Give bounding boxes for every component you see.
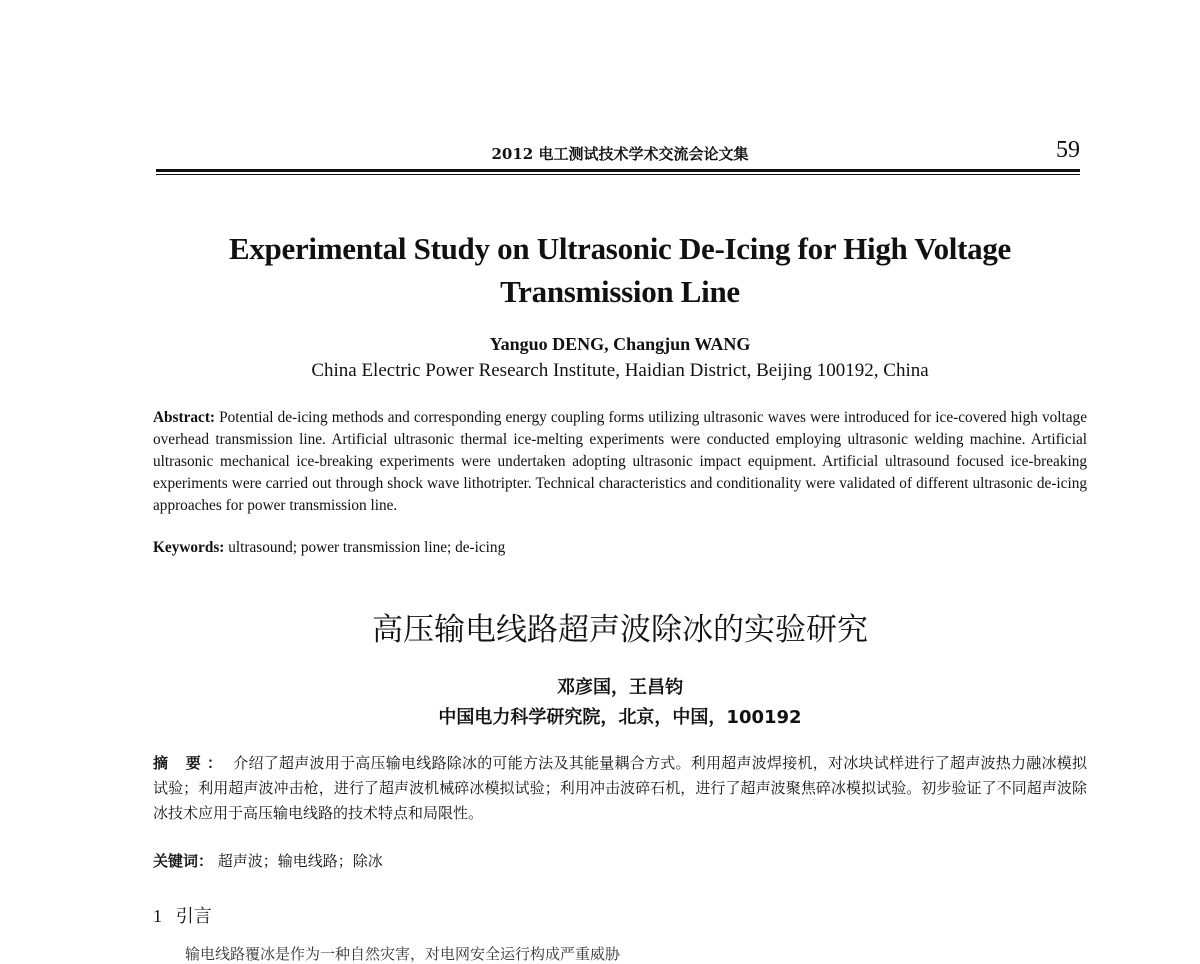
chinese-title: 高压输电线路超声波除冰的实验研究 — [372, 612, 868, 648]
section-heading — [153, 902, 212, 928]
section-number: 1 — [153, 906, 162, 926]
chinese-abstract-label: 摘 要： — [153, 754, 229, 772]
english-abstract-label: Abstract: — [153, 409, 216, 426]
english-authors: Yanguo DENG, Changjun WANG — [489, 334, 751, 354]
proceedings-title: 2012 电工测试技术学术交流会论文集 — [491, 145, 749, 163]
chinese-abstract — [153, 751, 1087, 826]
running-header — [156, 137, 1084, 169]
chinese-authors: 邓彦国，王昌钧 — [557, 677, 683, 698]
chinese-keywords-text: 超声波；输电线路；除冰 — [217, 852, 383, 870]
english-keywords-text: ultrasound; power transmission line; de-icing — [228, 539, 506, 556]
header-rule-thin — [156, 174, 1080, 175]
english-title: Experimental Study on Ultrasonic De-Icing for High Voltage Transmission Line — [228, 231, 1012, 309]
chinese-keywords-label: 关键词： — [153, 852, 214, 870]
english-abstract — [153, 407, 1087, 517]
english-abstract-text: Potential de-icing methods and corresponding energy coupling forms utilizing ultrasonic waves were introduced for ice-covered high voltage overhead transmission line. Artificial ultrasonic thermal ice-melting experiments were conducted employing ultrasonic welding machine. Artificial ultrasonic mechanical ice-breaking experiments were undertaken adopting ultrasonic impact equipment. Artificial ultrasound focused ice-breaking experiments were carried out through shock wave lithotripter. Technical characteristics and conditionality were validated of different ultrasonic de-icing approaches for power transmission line. — [153, 409, 1087, 514]
english-affiliation: China Electric Power Research Institute, Haidian District, Beijing 100192, China — [311, 360, 929, 381]
english-keywords — [153, 539, 1087, 557]
chinese-affiliation: 中国电力科学研究院，北京，中国，100192 — [438, 707, 802, 728]
page-number: 59 — [1056, 137, 1080, 163]
body-text-cut-off: 输电线路覆冰是作为一种自然灾害，对电网安全运行构成严重威胁 — [185, 945, 621, 963]
english-keywords-label: Keywords: — [153, 539, 225, 556]
section-title: 引言 — [175, 906, 212, 927]
header-rule-thick — [156, 169, 1080, 172]
chinese-keywords — [153, 850, 1087, 871]
chinese-abstract-text: 介绍了超声波用于高压输电线路除冰的可能方法及其能量耦合方式。利用超声波焊接机，对冰块试样进行了超声波热力融冰模拟试验；利用超声波冲击枪，进行了超声波机械碎冰模拟试验；利用冲击波碎石机，进行了超声波聚焦碎冰模拟试验。初步验证了不同超声波除冰技术应用于高压输电线路的技术特点和局限性。 — [153, 754, 1087, 822]
